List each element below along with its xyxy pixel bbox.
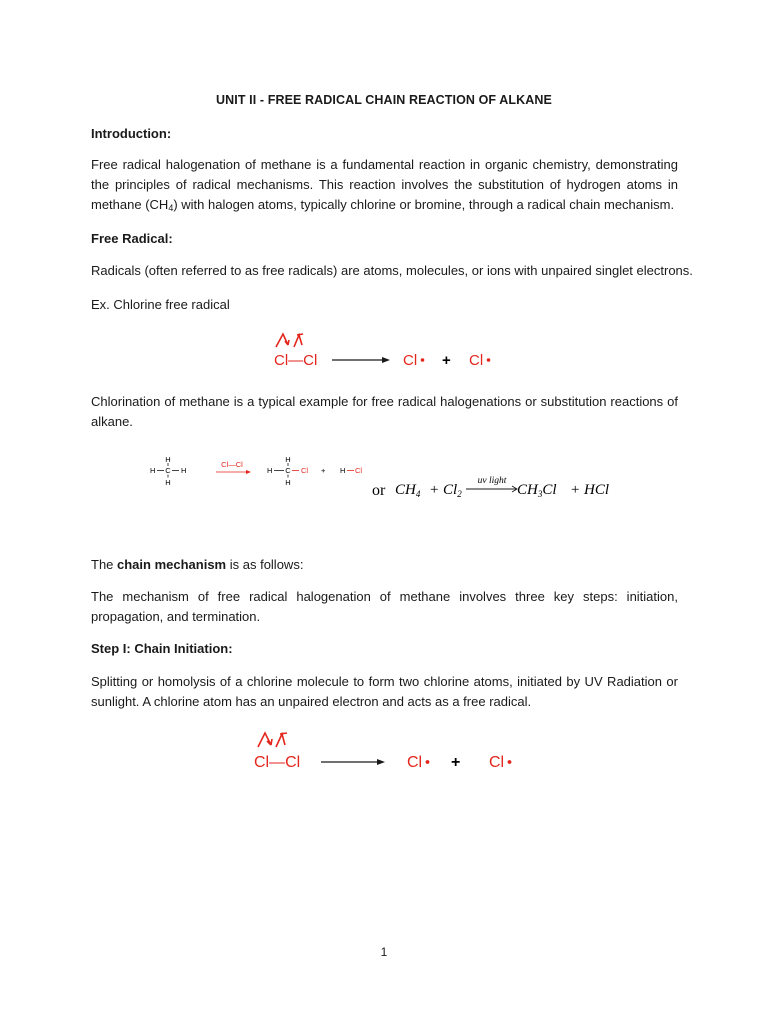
chain-intro-suffix: is as follows: <box>226 557 304 572</box>
radical-dot-3 <box>426 760 430 764</box>
chloromethane-h-left: H <box>267 466 273 475</box>
fishhook-arrow-right-2 <box>276 733 287 747</box>
plus-sign-2: + <box>451 754 461 771</box>
reaction-arrowhead-icon <box>382 357 390 363</box>
intro-text-start: Free radical halogenation of methane is a fundamental reaction in organic chemistry, demonstrating the principles of radical mechanisms. This reaction involves the substitution of hydrogen atoms in methane (CH <box>91 157 678 212</box>
methane-chlorination-diagram <box>148 452 628 502</box>
equation-condition: uv light <box>477 476 507 486</box>
byproduct-plus: + <box>321 466 326 475</box>
equation-or: or <box>372 482 386 499</box>
chain-intro-prefix: The <box>91 557 118 572</box>
radical-dot-1 <box>421 358 425 362</box>
product-label-4: Cl <box>489 754 505 771</box>
equation-plus-2: + <box>571 482 580 498</box>
hcl-cl: Cl <box>355 466 363 475</box>
product-label-2: Cl <box>469 352 484 369</box>
equation-product-ch3cl: $CH_3Cl$ <box>517 482 557 499</box>
step1-paragraph: Splitting or homolysis of a chlorine molecule to form two chlorine atoms, initiated by UV Radiation or sunlight. A chlorine atom has an unpaired electron and acts as a free radical. <box>91 674 678 709</box>
homolysis-diagram-2 <box>251 730 521 774</box>
free-radical-heading: Free Radical: <box>91 231 173 246</box>
mechanism-paragraph: The mechanism of free radical halogenation of methane involves three key steps: initiation, propagation, and termination. <box>91 589 678 624</box>
equation-product-hcl: HCl <box>584 482 610 498</box>
chain-mechanism-intro <box>91 555 678 575</box>
fishhook-arrow-left <box>276 334 289 347</box>
homolysis-diagram-1 <box>272 332 502 372</box>
introduction-heading: Introduction: <box>91 126 172 141</box>
free-radical-paragraph: Radicals (often referred to as free radicals) are atoms, molecules, or ions with unpaired singlet electrons. <box>91 263 693 278</box>
radical-dot-2 <box>487 358 491 362</box>
intro-text-end: ) with halogen atoms, typically chlorine or bromine, through a radical chain mechanism. <box>173 197 675 212</box>
reaction-arrowhead-icon-2 <box>377 759 385 765</box>
equation-reactant-cl2: $Cl_2$ <box>443 482 462 499</box>
methane-carbon: C <box>165 466 171 475</box>
product-label-1: Cl <box>403 352 418 369</box>
chloromethane-carbon: C <box>285 466 291 475</box>
introduction-paragraph <box>91 155 678 218</box>
chloromethane-h-top: H <box>285 455 291 464</box>
chloromethane-cl: Cl <box>301 466 309 475</box>
example-label: Ex. Chlorine free radical <box>91 297 230 312</box>
equation-reactant-ch4: $CH_4$ <box>395 482 421 499</box>
document-title: UNIT II - FREE RADICAL CHAIN REACTION OF ALKANE <box>216 93 552 107</box>
methane-h-right: H <box>181 466 187 475</box>
radical-dot-4 <box>508 760 512 764</box>
equation-plus-1: + <box>430 482 439 498</box>
reactant-label-2: Cl—Cl <box>254 754 301 771</box>
reactant-label: Cl—Cl <box>274 352 318 369</box>
intro-subscript: 4 <box>168 203 174 213</box>
methane-h-top: H <box>165 455 171 464</box>
chain-intro-bold: chain mechanism <box>117 557 227 572</box>
reagent-label: Cl—Cl <box>221 460 243 469</box>
page-number: 1 <box>380 945 388 959</box>
hcl-h: H <box>340 466 346 475</box>
step1-heading: Step I: Chain Initiation: <box>91 641 233 656</box>
product-label-3: Cl <box>407 754 423 771</box>
chloromethane-h-bottom: H <box>285 478 291 487</box>
methane-h-bottom: H <box>165 478 171 487</box>
fishhook-arrow-right <box>294 334 303 347</box>
methane-arrowhead-icon <box>246 470 251 474</box>
fishhook-arrow-left-2 <box>258 733 272 747</box>
plus-sign: + <box>442 352 451 369</box>
chlorination-paragraph: Chlorination of methane is a typical example for free radical halogenations or substitution reactions of alkane. <box>91 394 678 429</box>
methane-h-left: H <box>150 466 156 475</box>
